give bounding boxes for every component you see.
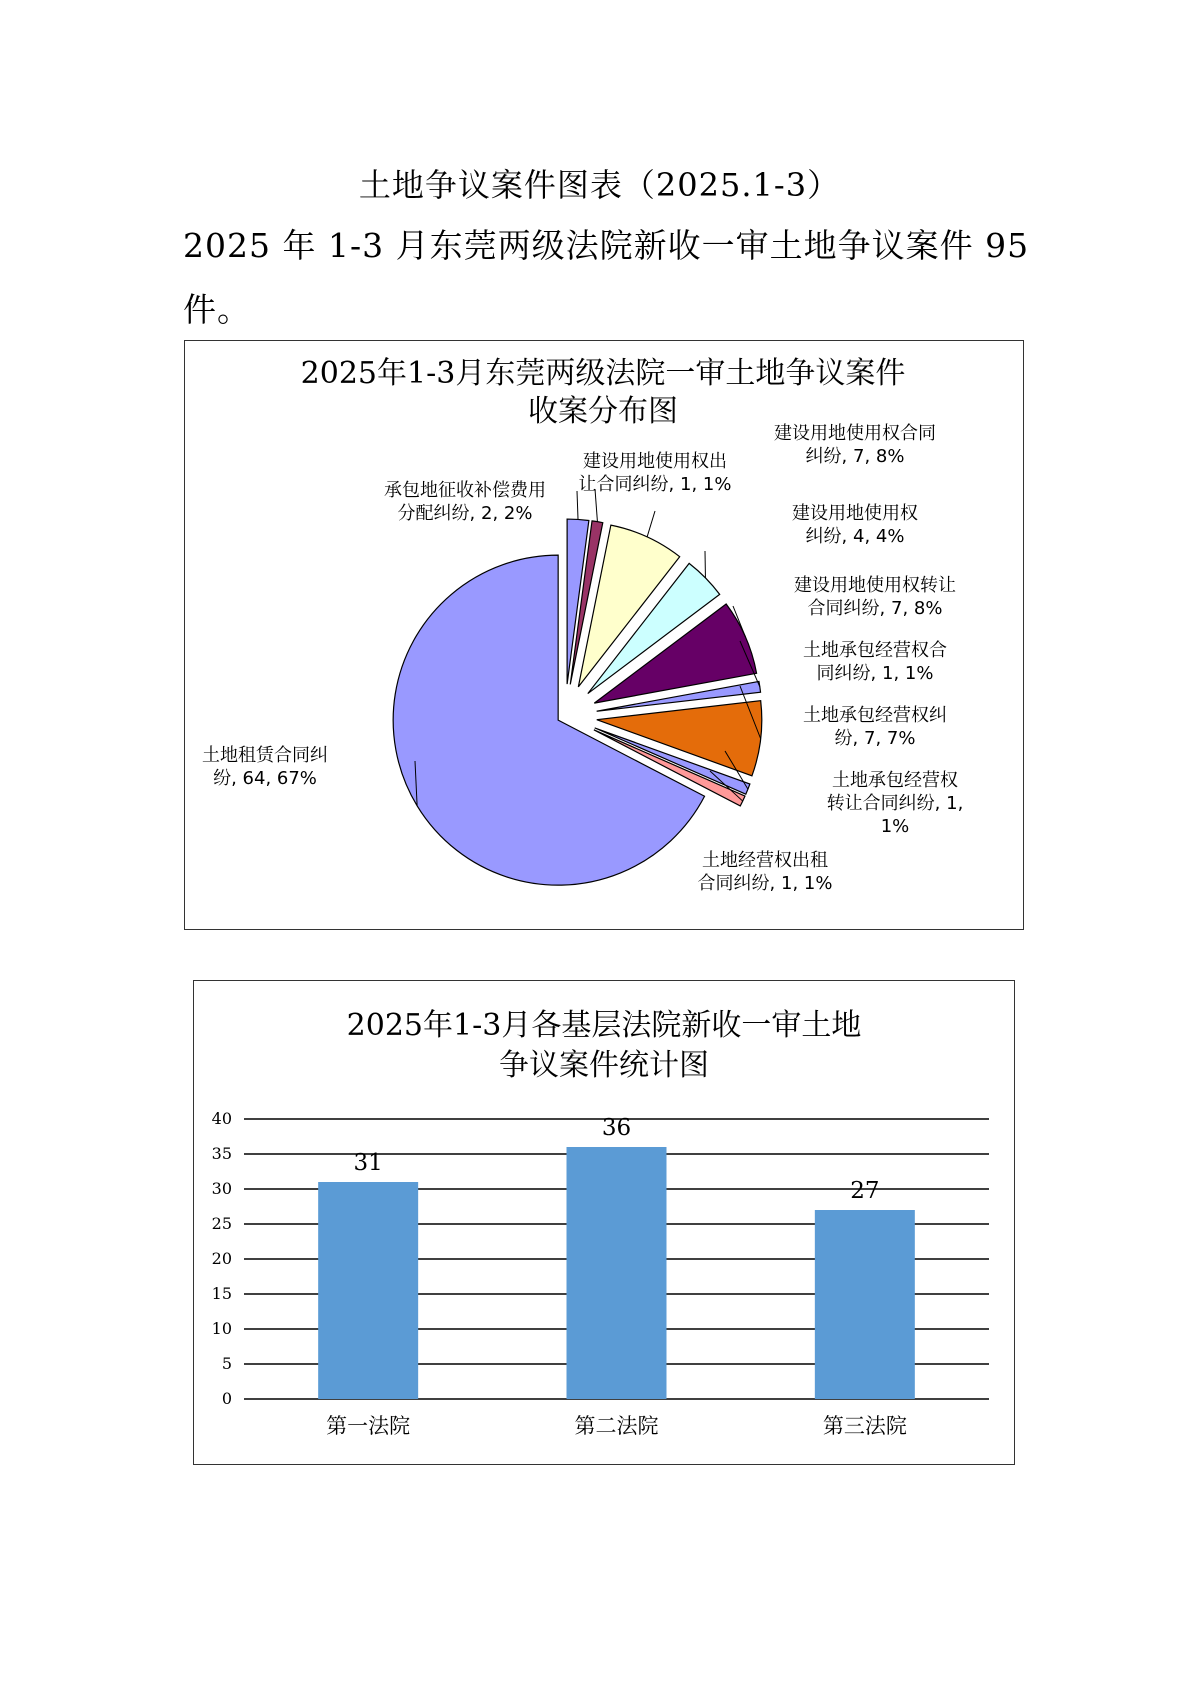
x-category-label: 第二法院 [574,1414,659,1438]
bar-chart [194,981,1013,1463]
y-tick-label: 20 [211,1249,232,1268]
pie-slice-label: 承包地征收补偿费用 [384,480,546,501]
pie-slice-label: 土地承包经营权纠 [803,705,947,726]
bar [815,1210,915,1399]
bar-chart-frame [193,980,1015,1465]
bar [318,1182,418,1399]
bar-title-line-1: 2025年1-3月各基层法院新收一审土地 [346,1008,862,1043]
pie-slice-label: 建设用地使用权 [792,503,918,524]
pie-slice-label: 纠纷, 7, 8% [805,446,905,467]
pie-slice-label: 建设用地使用权合同 [774,423,936,444]
pie-slice-label: 纠纷, 4, 4% [805,526,905,547]
pie-slice-label: 建设用地使用权出 [583,451,727,472]
pie-slice-label: 土地承包经营权 [832,770,958,791]
pie-slice-label: 建设用地使用权转让 [794,575,956,596]
pie-slice-label: 合同纠纷, 1, 1% [697,873,833,894]
bar-data-label: 31 [353,1150,383,1176]
y-tick-label: 25 [211,1214,232,1233]
bar-title-line-2: 争议案件统计图 [499,1048,709,1083]
pie-slice-label: 纷, 64, 67% [213,768,317,789]
pie-slice-label: 纷, 7, 7% [834,728,916,749]
pie-chart [185,341,1022,928]
pie-slice-label: 土地经营权出租 [702,850,828,871]
pie-title-line-2: 收案分布图 [528,394,678,429]
pie-slice-label: 转让合同纠纷, 1, [826,793,964,814]
pie-chart-frame [184,340,1024,930]
document-intro: 2025 年 1-3 月东莞两级法院新收一审土地争议案件 95 件。 [183,226,1030,329]
pie-slice-label: 土地租赁合同纠 [202,745,328,766]
pie-title-line-1: 2025年1-3月东莞两级法院一审土地争议案件 [300,356,906,391]
document-title: 土地争议案件图表（2025.1-3） [358,166,841,204]
bar-data-label: 27 [850,1178,880,1204]
pie-slice-label: 分配纠纷, 2, 2% [397,503,533,524]
pie-slice-label: 合同纠纷, 7, 8% [807,598,943,619]
bar-data-label: 36 [601,1115,632,1141]
pie-slice-label: 1% [880,816,910,837]
pie-leader-line [577,491,578,519]
pie-slice-label: 土地承包经营权合 [803,640,947,661]
x-category-label: 第一法院 [326,1414,411,1438]
y-tick-label: 30 [211,1179,232,1198]
y-tick-label: 10 [211,1319,232,1338]
pie-slice-label: 让合同纠纷, 1, 1% [578,474,732,495]
y-tick-label: 40 [211,1109,232,1128]
y-tick-label: 35 [211,1144,232,1163]
y-tick-label: 15 [211,1284,232,1303]
pie-leader-line [647,511,655,537]
bar [567,1147,667,1399]
y-tick-label: 5 [221,1354,232,1373]
pie-slice-label: 同纠纷, 1, 1% [816,663,934,684]
y-tick-label: 0 [221,1389,232,1408]
x-category-label: 第三法院 [822,1414,907,1438]
